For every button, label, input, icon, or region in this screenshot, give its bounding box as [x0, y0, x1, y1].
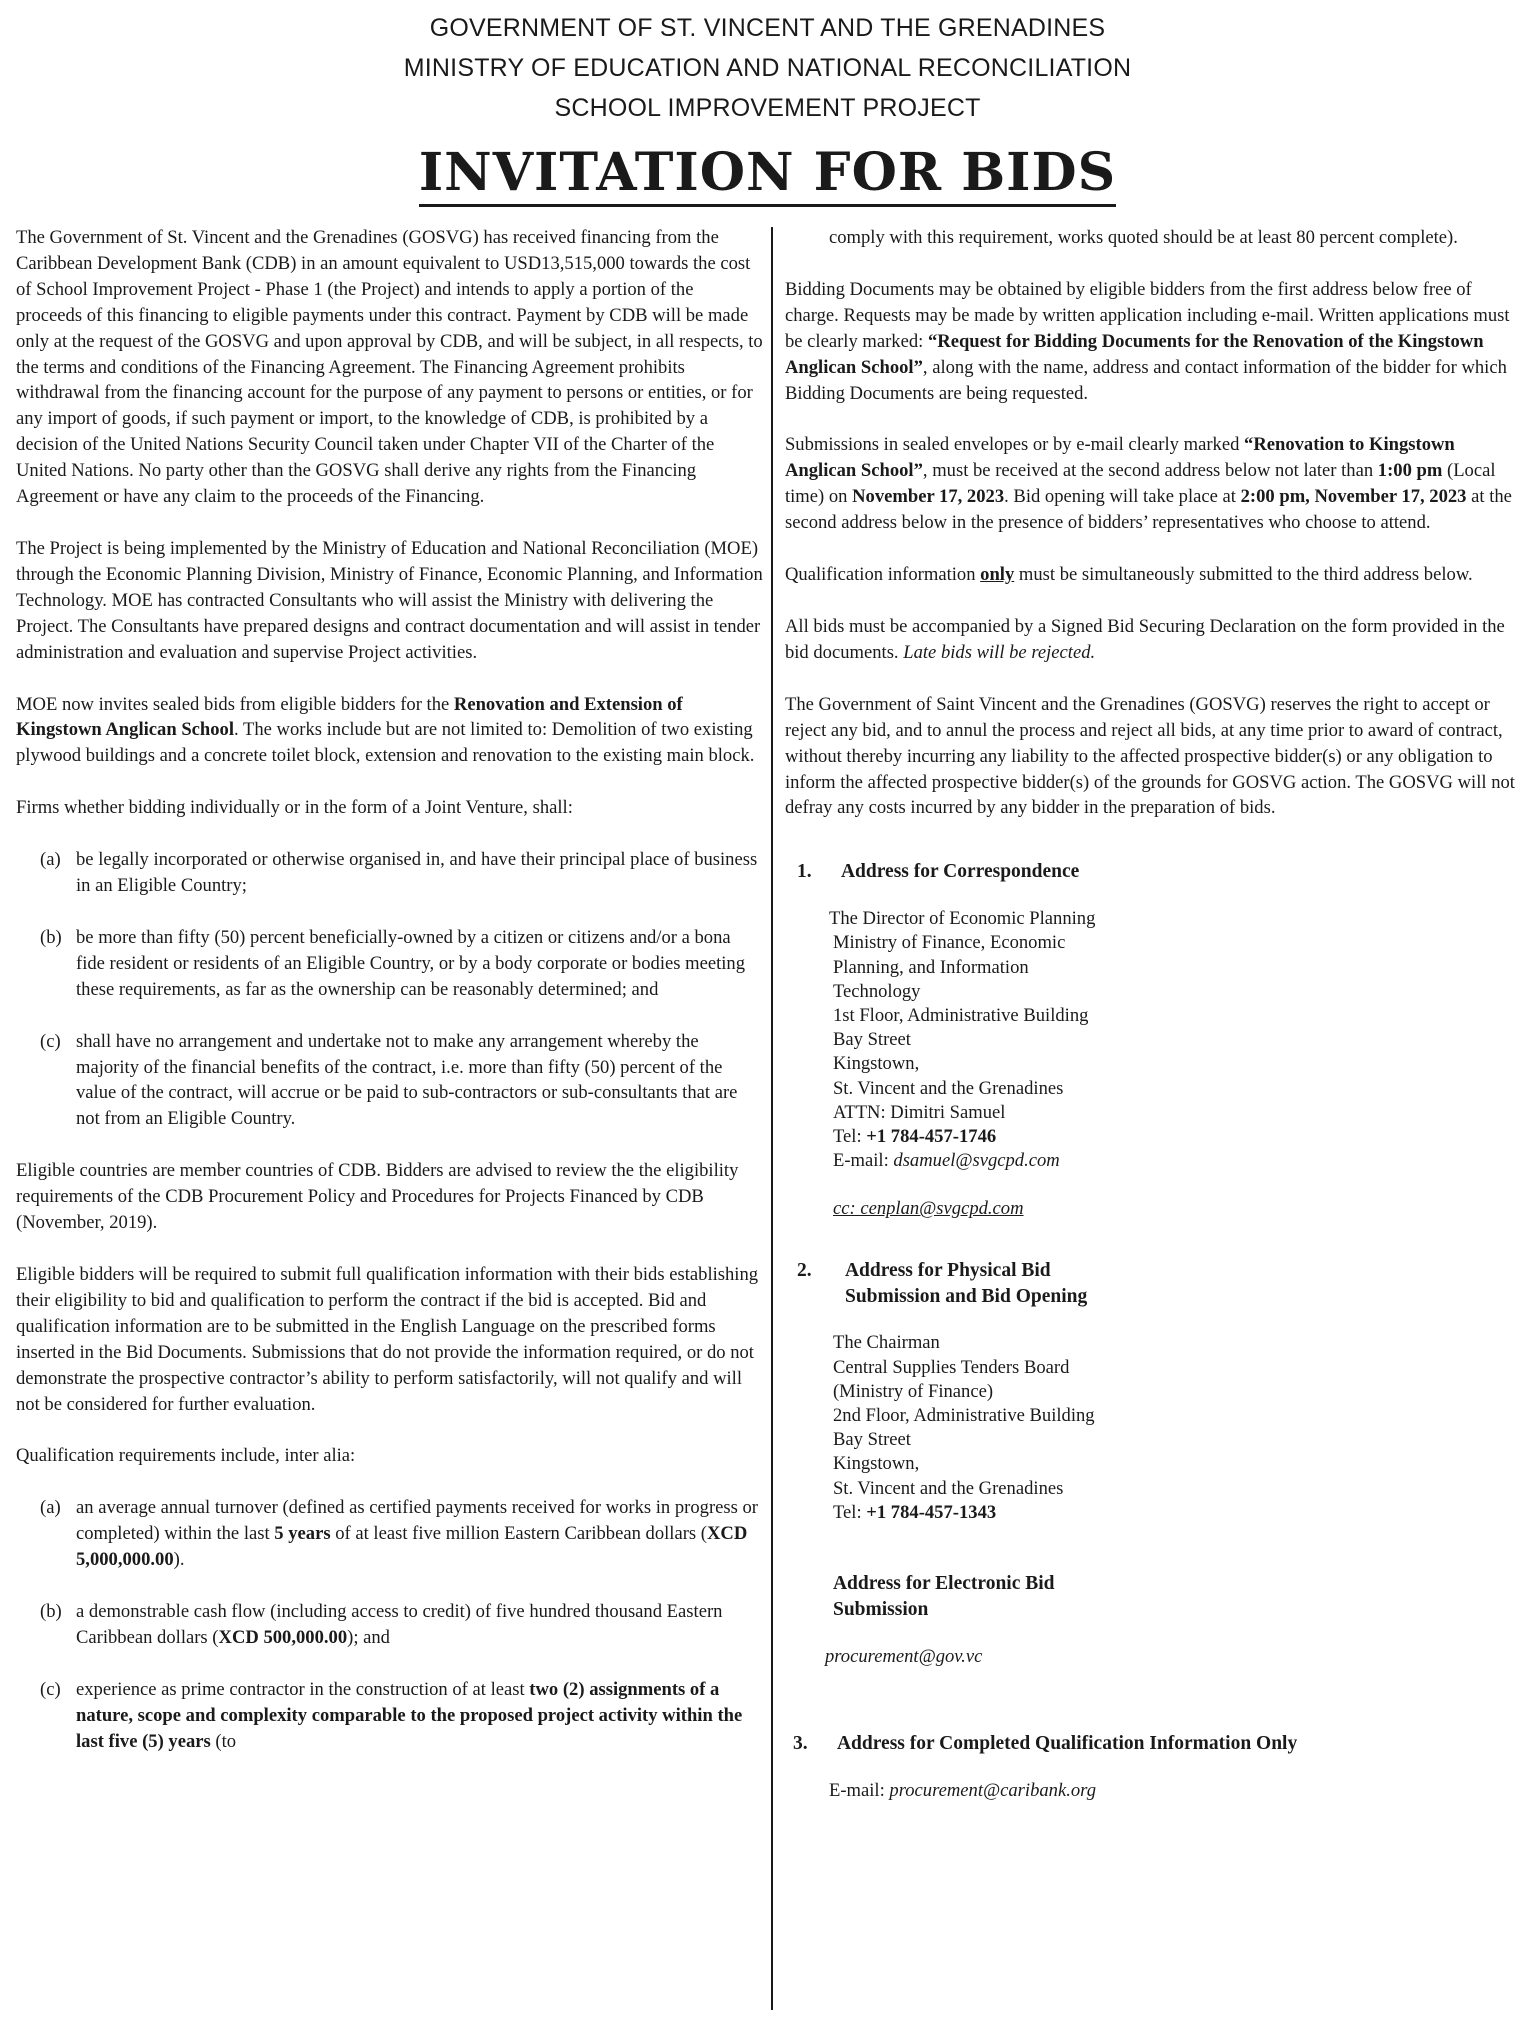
list-item: (c) experience as prime contractor in the construction of at least two (2) assignments of a nature, scope and complexity comparable to the proposed project activity within the last five (5) years (to: [40, 1678, 743, 1752]
paragraph-submissions: Submissions in sealed envelopes or by e-mail clearly marked “Renovation to Kingstown Anglican School”, must be received at the second address below not later than 1:00 pm (Local time) on November 17, 2023. Bid opening will take place at 2:00 pm, November 17, 2023 at the second address below in the presence of bidders’ representatives who choose to attend.: [784, 434, 1512, 534]
address-1-heading: 1. Address for Correspondence: [796, 861, 1080, 883]
header-government: GOVERNMENT OF ST. VINCENT AND THE GRENADINES: [429, 14, 1106, 42]
document-header: [0, 0, 1535, 207]
list-item: (a) be legally incorporated or otherwise organised in, and have their principal place of business in an Eligible Country;: [40, 849, 758, 897]
paragraph-rights-reserved: The Government of Saint Vincent and the Grenadines (GOSVG) reserves the right to accept or reject any bid, and to annul the process and reject all bids, at any time prior to award of contract, without thereby incurring any liability to the affected prospective bidder(s) or any obligation to inform the affected prospective bidder(s) of the grounds for GOSVG action. The GOSVG will not defray any costs incurred by any bidder in the preparation of bids.: [784, 693, 1515, 819]
left-column: [0, 225, 771, 2010]
paragraph-qualification-info: Eligible bidders will be required to submit full qualification information with their bids establishing their eligibility to bid and qualification to perform the contract if the bid is accepted. Bid and qualification information are to be submitted in the English Language on the prescribed forms inserted in the Bid Documents. Submissions that do not provide the information required, or do not demonstrate the prospective contractor’s ability to perform satisfactorily, will not qualify and will not be considered for further evaluation.: [16, 1264, 759, 1415]
right-column: [773, 225, 1535, 2010]
email-address[interactable]: procurement@gov.vc: [824, 1645, 983, 1667]
address-electronic-heading: Address for Electronic Bid Submission: [832, 1573, 1055, 1620]
paragraph-implementation: The Project is being implemented by the Ministry of Education and National Reconciliation (MOE) through the Economic Planning Division, Ministry of Finance, Economic Planning, and Information Technology. MOE has contracted Consultants who will assist the Ministry with delivering the Project. The Consultants have prepared designs and contract documentation and will assist in tender administration and evaluation and supervise Project activities.: [16, 537, 763, 663]
list-item: (c) shall have no arrangement and undertake not to make any arrangement whereby the majority of the financial benefits of the contract, i.e. more than fifty (50) percent of the value of the contract, will accrue or be paid to sub-contractors or sub-consultants that are not from an Eligible Country.: [40, 1030, 738, 1130]
header-project: SCHOOL IMPROVEMENT PROJECT: [554, 94, 981, 122]
address-3-block: E-mail: procurement@caribank.org: [828, 1780, 1097, 1802]
body-columns: [0, 225, 1535, 2010]
paragraph-eligible-countries: Eligible countries are member countries of CDB. Bidders are advised to review the the eligibility requirements of the CDB Procurement Policy and Procedures for Projects Financed by CDB (November, 2019).: [16, 1160, 739, 1234]
list-item: (a) an average annual turnover (defined as certified payments received for works in progress or completed) within the last 5 years of at least five million Eastern Caribbean dollars (XCD 5,000,000.00).: [40, 1497, 759, 1571]
qualification-requirements-list: [16, 1495, 763, 1754]
paragraph-bidding-documents: Bidding Documents may be obtained by eligible bidders from the first address below free of charge. Requests may be made by written application including e-mail. Written applications must be clearly marked: “Request for Bidding Documents for the Renovation of the Kingstown Anglican School”, along with the name, address and contact information of the bidder for which Bidding Documents are being requested.: [784, 278, 1510, 404]
address-2-heading: 2. Address for Physical Bid Submission and Bid Opening: [796, 1259, 1088, 1307]
address-electronic-block: [785, 1645, 1525, 1669]
firm-requirements-list: [16, 847, 763, 1132]
paragraph-financing: The Government of St. Vincent and the Grenadines (GOSVG) has received financing from the Caribbean Development Bank (CDB) in an amount equivalent to USD13,515,000 towards the cost of School Improvement Project - Phase 1 (the Project) and intends to apply a portion of the proceeds of this financing to eligible payments under this contract. Payment by CDB will be made only at the request of the GOSVG and upon approval by CDB, and will be subject, in all respects, to the terms and conditions of the Financing Agreement. The Financing Agreement prohibits withdrawal from the financing account for the purpose of any payment to persons or entities, or for any import of goods, if such payment or import, to the knowledge of CDB, is prohibited by a decision of the United Nations Security Council taken under Chapter VII of the Charter of the United Nations. No party other than the GOSVG shall derive any rights from the Financing Agreement or have any claim to the proceeds of the Financing.: [16, 227, 763, 508]
paragraph-invitation: MOE now invites sealed bids from eligible bidders for the Renovation and Extension of Kingstown Anglican School. The works include but are not limited to: Demolition of two existing plywood buildings and a concrete toilet block, extension and renovation to the existing main block.: [16, 693, 755, 767]
header-ministry: MINISTRY OF EDUCATION AND NATIONAL RECONCILIATION: [403, 54, 1132, 82]
address-2-block: The Chairman Central Supplies Tenders Board (Ministry of Finance) 2nd Floor, Administrative Building Bay Street Kingstown, St. Vincent and the Grenadines Tel: +1 784-457-1343: [832, 1332, 1095, 1523]
address-3-heading: 3. Address for Completed Qualification Information Only: [792, 1733, 1298, 1755]
cc-email-link[interactable]: cc: cenplan@svgcpd.com: [832, 1198, 1024, 1220]
paragraph-firms: Firms whether bidding individually or in the form of a Joint Venture, shall:: [16, 797, 573, 819]
email-address[interactable]: dsamuel@svgcpd.com: [893, 1150, 1060, 1172]
phone-number: +1 784-457-1343: [866, 1501, 997, 1523]
paragraph-qualification-requirements: Qualification requirements include, inter alia:: [16, 1445, 356, 1467]
list-item: (b) a demonstrable cash flow (including access to credit) of five hundred thousand Eastern Caribbean dollars (XCD 500,000.00); and: [40, 1601, 723, 1648]
phone-number: +1 784-457-1746: [866, 1126, 997, 1148]
address-1-block: The Director of Economic Planning Ministry of Finance, Economic Planning, and Information Technology 1st Floor, Administrative Building Bay Street Kingstown, St. Vincent and the Grenadines ATTN: Dimitri Samuel Tel: +1 784-457-1746 E-mail: dsamuel@svgcpd.com cc: cenplan@svgcpd.com: [828, 908, 1096, 1220]
paragraph-bid-securing: All bids must be accompanied by a Signed Bid Securing Declaration on the form provided in the bid documents. Late bids will be rejected.: [784, 615, 1505, 663]
document-title: INVITATION FOR BIDS: [419, 142, 1116, 207]
list-item: (b) be more than fifty (50) percent beneficially-owned by a citizen or citizens and/or a bona fide resident or residents of an Eligible Country, or by a body corporate or bodies meeting these requirements, as far as the ownership can be reasonably determined; and: [40, 926, 746, 1000]
paragraph-qualification-only: Qualification information only must be simultaneously submitted to the third address below.: [784, 564, 1473, 586]
paragraph-continuation: comply with this requirement, works quoted should be at least 80 percent complete).: [828, 227, 1458, 248]
email-address[interactable]: procurement@caribank.org: [889, 1780, 1097, 1802]
